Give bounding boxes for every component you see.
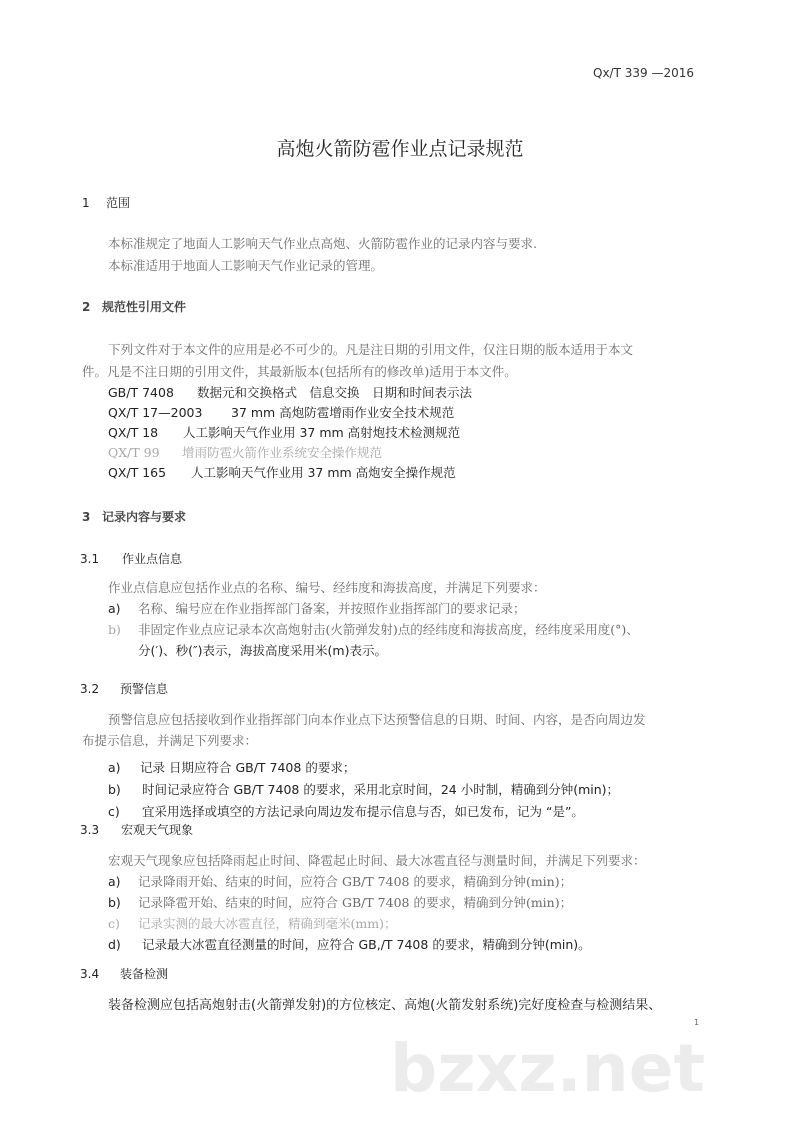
list-item: 记录降雹开始、结束的时间，应符合 GB/T 7408 的要求，精确到分钟(min)；: [138, 895, 573, 910]
section-3-3-heading: 宏观天气现象: [121, 823, 194, 837]
section-1-number: 1: [82, 196, 90, 210]
section-3-2-heading: 预警信息: [120, 682, 169, 696]
section-1-heading: 范围: [106, 196, 131, 210]
paragraph: 布提示信息，并满足下列要求：: [82, 733, 258, 748]
list-label: b): [108, 895, 121, 910]
section-3-4-heading: 装备检测: [120, 967, 169, 981]
paragraph: 下列文件对于本文件的应用是必不可少的。凡是注日期的引用文件，仅注日期的版本适用于本文: [108, 342, 634, 357]
section-3-1-heading: 作业点信息: [122, 552, 183, 566]
reference-title: 人工影响天气作业用 37 mm 高炮安全操作规范: [191, 465, 456, 480]
section-3-4-number: 3.4: [80, 967, 100, 981]
section-3-2-number: 3.2: [80, 682, 100, 696]
list-item: 记录实测的最大冰雹直径，精确到毫米(mm)；: [138, 916, 397, 931]
section-3-1-number: 3.1: [80, 552, 100, 566]
paragraph: 本标准规定了地面人工影响天气作业点高炮、火箭防雹作业的记录内容与要求.: [108, 236, 537, 251]
reference-title: 数据元和交换格式 信息交换 日期和时间表示法: [197, 385, 473, 400]
document-title: 高炮火箭防雹作业点记录规范: [276, 138, 524, 160]
reference-title: 人工影响天气作业用 37 mm 高射炮技术检测规范: [183, 425, 461, 440]
paragraph: 预警信息应包括接收到作业指挥部门向本作业点下达预警信息的日期、时间、内容，是否向周边发: [108, 712, 646, 727]
paragraph: 作业点信息应包括作业点的名称、编号、经纬度和海拔高度，并满足下列要求：: [108, 580, 546, 595]
watermark: bzxz.net: [390, 1030, 706, 1107]
section-2-heading: 规范性引用文件: [102, 300, 187, 314]
list-item: 记录 日期应符合 GB/T 7408 的要求；: [140, 760, 356, 775]
paragraph: 宏观天气现象应包括降雨起止时间、降雹起止时间、最大冰雹直径与测量时间，并满足下列要求：: [108, 853, 646, 868]
list-label: c): [108, 916, 120, 931]
list-item-continuation: 分(′)、秒(″)表示，海拔高度采用米(m)表示。: [138, 643, 387, 658]
page-number: 1: [694, 1018, 700, 1027]
reference-code: QX/T 18: [108, 425, 159, 440]
list-label: b): [108, 782, 121, 797]
list-label: a): [108, 874, 121, 889]
list-item: 名称、编号应在作业指挥部门备案，并按照作业指挥部门的要求记录；: [138, 601, 526, 616]
list-label: a): [108, 601, 121, 616]
standard-number: Qx/T 339 —2016: [593, 66, 694, 80]
section-3-number: 3: [82, 510, 91, 524]
list-item: 时间记录应符合 GB/T 7408 的要求，采用北京时间，24 小时制，精确到分钟(min)；: [142, 782, 620, 797]
paragraph: 本标准适用于地面人工影响天气作业记录的管理。: [108, 258, 384, 273]
reference-code: QX/T 165: [108, 465, 167, 480]
list-label: a): [108, 760, 121, 775]
list-item: 记录最大冰雹直径测量的时间，应符合 GB,/T 7408 的要求，精确到分钟(min)。: [142, 937, 591, 952]
list-label: c): [108, 804, 120, 819]
list-label: b): [108, 622, 121, 637]
reference-title: 增雨防雹火箭作业系统安全操作规范: [182, 445, 383, 460]
reference-title: 37 mm 高炮防雹增雨作业安全技术规范: [231, 405, 455, 420]
section-3-3-number: 3.3: [80, 823, 100, 837]
section-3-heading: 记录内容与要求: [102, 510, 187, 524]
section-2-number: 2: [82, 300, 91, 314]
list-item: 记录降雨开始、结束的时间，应符合 GB/T 7408 的要求，精确到分钟(min)；: [138, 874, 573, 889]
reference-code: QX/T 17—2003: [108, 405, 203, 420]
list-item: 宜采用选择或填空的方法记录向周边发布提示信息与否，如已发布，记为 “是”。: [142, 804, 584, 819]
list-item: 非固定作业点应记录本次高炮射击(火箭弹发射)点的经纬度和海拔高度，经纬度采用度(°)、: [138, 622, 639, 637]
list-label: d): [108, 937, 121, 952]
paragraph: 装备检测应包括高炮射击(火箭弹发射)的方位核定、高炮(火箭发射系统)完好度检查与检测结果、: [108, 998, 662, 1013]
reference-code: QX/T 99: [108, 445, 160, 460]
paragraph: 件。凡是不注日期的引用文件，其最新版本(包括所有的修改单)适用于本文件。: [82, 364, 517, 379]
reference-code: GB/T 7408: [108, 385, 174, 400]
